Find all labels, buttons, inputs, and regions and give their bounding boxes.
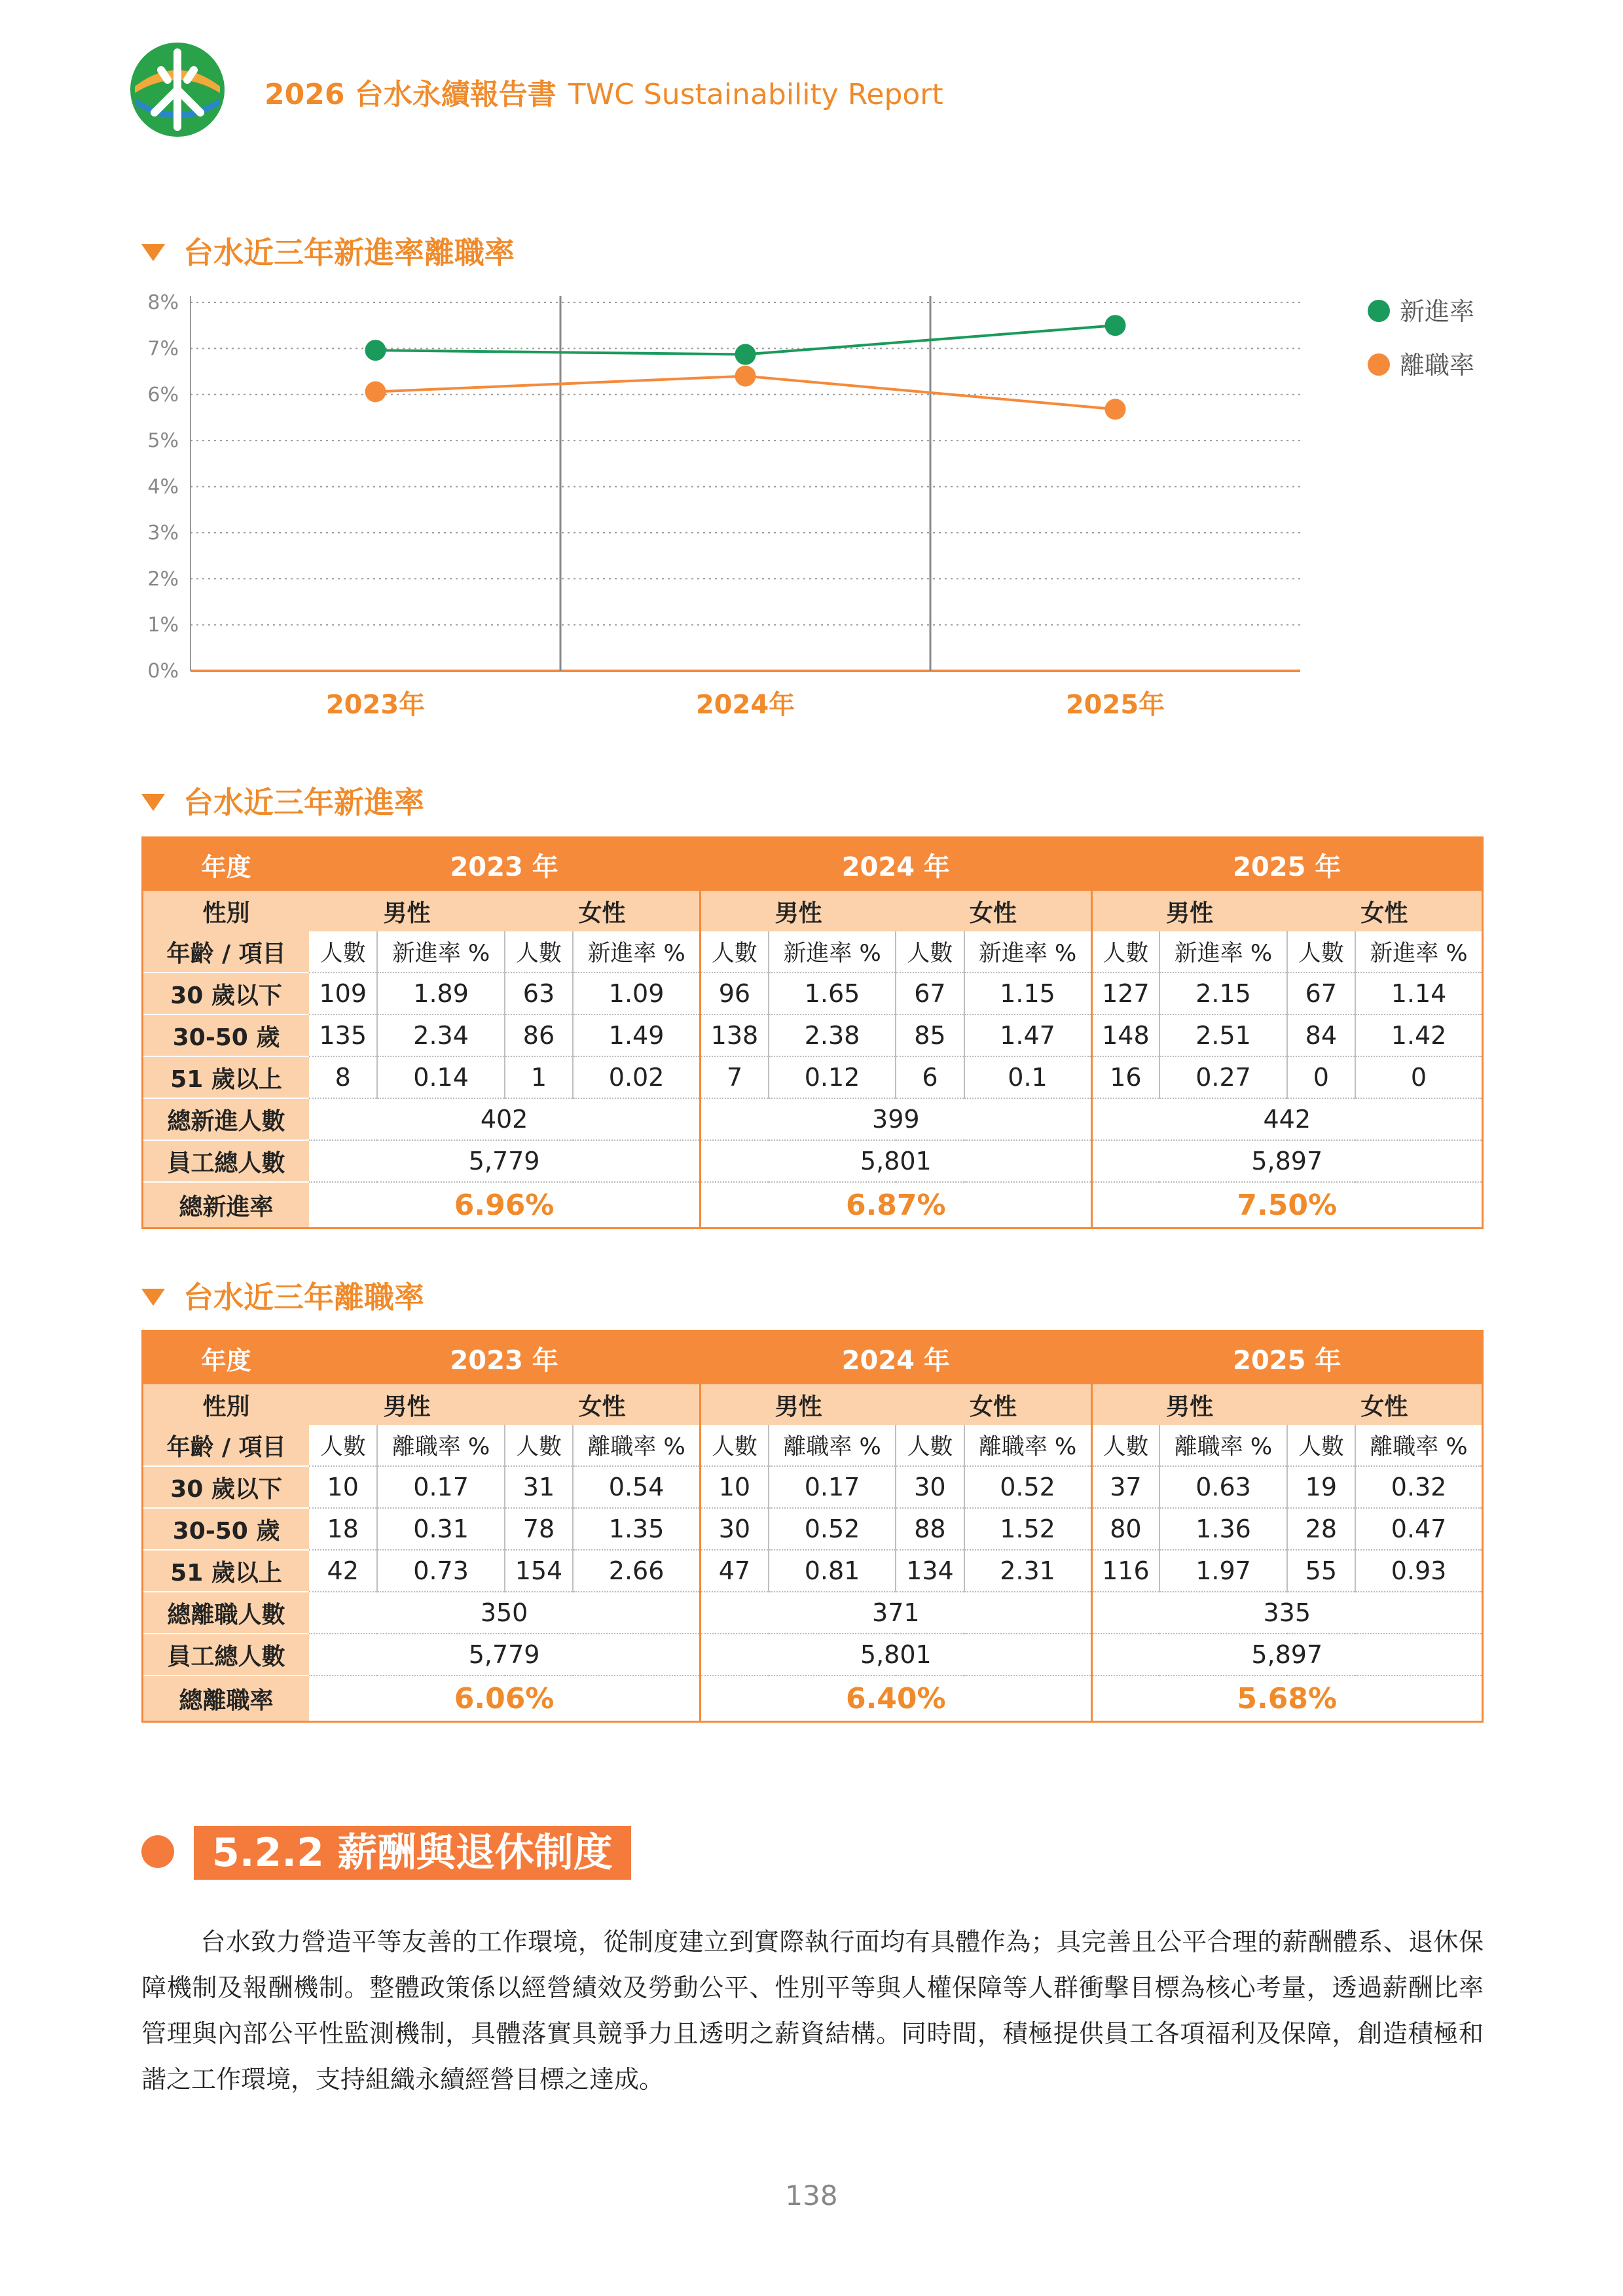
sub-header: 人數 [701,1425,769,1466]
sub-header: 離職率 % [573,1425,700,1466]
data-cell: 1.52 [964,1508,1091,1550]
gender-header-row [143,1384,1483,1425]
row-label: 總離職人數 [143,1592,310,1634]
staff-row [143,1140,1483,1182]
data-cell: 31 [505,1466,573,1508]
data-cell: 2.51 [1159,1014,1286,1056]
table-row [143,973,1483,1014]
sub-header: 離職率 % [769,1425,896,1466]
data-point [365,382,386,403]
total-row [143,1592,1483,1634]
rate-cell: 6.40% [701,1676,1091,1722]
row-label: 員工總人數 [143,1634,310,1676]
sub-header: 人數 [309,931,377,973]
staff-cell: 5,801 [701,1140,1091,1182]
gender-header: 男性 [701,1384,896,1425]
table-row [143,1466,1483,1508]
data-cell: 2.38 [769,1014,896,1056]
data-cell: 63 [505,973,573,1014]
sub-header: 人數 [1287,1425,1355,1466]
table-row [143,1550,1483,1592]
data-cell: 8 [309,1056,377,1098]
gender-header: 女性 [1287,891,1483,931]
header-english: TWC Sustainability Report [568,78,943,111]
row-label: 總新進率 [143,1182,310,1229]
header-brand: 2026 台水永續報告書 [264,78,556,111]
sub-header-row [143,1425,1483,1466]
staff-cell: 5,779 [309,1634,700,1676]
data-cell: 0.02 [573,1056,700,1098]
data-point [735,344,756,365]
data-cell: 0.17 [377,1466,504,1508]
row-label: 總離職率 [143,1676,310,1722]
rate-cell: 6.96% [309,1182,700,1229]
total-cell: 399 [701,1098,1091,1140]
sub-header: 離職率 % [1159,1425,1286,1466]
data-cell: 55 [1287,1550,1355,1592]
y-tick-label: 3% [147,521,179,545]
data-cell: 0.17 [769,1466,896,1508]
year-header: 2024 年 [701,1331,1091,1385]
y-tick-label: 5% [147,429,179,453]
rate-cell: 7.50% [1091,1182,1482,1229]
table-row [143,1014,1483,1056]
year-header: 2025 年 [1091,838,1482,891]
data-cell: 16 [1091,1056,1159,1098]
rate-line-chart [128,275,1503,720]
data-cell: 1.09 [573,973,700,1014]
sub-header: 新進率 % [769,931,896,973]
data-cell: 67 [896,973,964,1014]
data-cell: 0.32 [1355,1466,1483,1508]
report-header [264,71,943,113]
data-cell: 0.81 [769,1550,896,1592]
row-label: 30-50 歲 [143,1014,310,1056]
chart-section-title: 台水近三年新進率離職率 [141,229,515,272]
staff-cell: 5,801 [701,1634,1091,1676]
data-cell: 0.73 [377,1550,504,1592]
data-cell: 0.12 [769,1056,896,1098]
data-cell: 0.52 [964,1466,1091,1508]
data-cell: 1.89 [377,973,504,1014]
row-label: 員工總人數 [143,1140,310,1182]
sub-header: 新進率 % [1159,931,1286,973]
data-cell: 2.31 [964,1550,1091,1592]
year-header: 2023 年 [309,838,700,891]
data-cell: 154 [505,1550,573,1592]
x-tick-label: 2023年 [325,690,426,720]
rate-row [143,1182,1483,1229]
data-cell: 134 [896,1550,964,1592]
y-tick-label: 0% [147,660,179,683]
staff-row [143,1634,1483,1676]
data-cell: 1.36 [1159,1508,1286,1550]
gender-label: 性別 [143,1384,310,1425]
legend-marker [1368,353,1390,376]
rate-row [143,1676,1483,1722]
legend-label: 離職率 [1400,351,1475,380]
data-cell: 18 [309,1508,377,1550]
data-cell: 85 [896,1014,964,1056]
data-cell: 0 [1355,1056,1483,1098]
row-label: 30-50 歲 [143,1508,310,1550]
legend-label: 新進率 [1400,297,1475,326]
salary-paragraph: 台水致力營造平等友善的工作環境，從制度建立到實際執行面均有具體作為；具完善且公平合理的薪酬體系、退休保障機制及報酬機制。整體政策係以經營績效及勞動公平、性別平等與人權保障等人群衝擊目標為核心考量，透過薪酬比率管理與內部公平性監測機制，具體落實具競爭力且透明之薪資結構。同時間，積極提供員工各項福利及保障，創造積極和諧之工作環境，支持組織永續經營目標之達成。 [141,1928,1484,2094]
data-cell: 30 [701,1508,769,1550]
total-cell: 442 [1091,1098,1482,1140]
sub-header: 新進率 % [377,931,504,973]
hire-table-title: 台水近三年新進率 [141,779,424,822]
gender-header: 女性 [1287,1384,1483,1425]
triangle-icon [141,244,165,261]
data-cell: 47 [701,1550,769,1592]
sub-header: 新進率 % [964,931,1091,973]
section-heading: 5.2.2 薪酬與退休制度 [194,1826,631,1880]
gender-header: 男性 [1091,891,1287,931]
x-tick-label: 2024年 [695,690,795,720]
gender-header: 男性 [1091,1384,1287,1425]
total-cell: 371 [701,1592,1091,1634]
y-tick-label: 2% [147,567,179,591]
data-cell: 0.54 [573,1466,700,1508]
data-cell: 86 [505,1014,573,1056]
row-label: 總新進人數 [143,1098,310,1140]
year-header-row [143,1331,1483,1385]
x-tick-label: 2025年 [1065,690,1165,720]
data-cell: 1.65 [769,973,896,1014]
data-cell: 10 [701,1466,769,1508]
data-cell: 10 [309,1466,377,1508]
gender-header: 女性 [896,891,1091,931]
data-cell: 84 [1287,1014,1355,1056]
data-cell: 1.47 [964,1014,1091,1056]
leave-rate-table [141,1330,1484,1723]
sub-header: 人數 [701,931,769,973]
year-header: 2023 年 [309,1331,700,1385]
gender-header: 男性 [309,1384,505,1425]
data-cell: 2.66 [573,1550,700,1592]
gender-header: 女性 [896,1384,1091,1425]
data-cell: 0.14 [377,1056,504,1098]
gender-header: 女性 [505,891,701,931]
sub-header: 離職率 % [964,1425,1091,1466]
data-cell: 88 [896,1508,964,1550]
table-row [143,1056,1483,1098]
data-cell: 28 [1287,1508,1355,1550]
sub-header: 離職率 % [1355,1425,1483,1466]
item-label: 年齡 / 項目 [143,931,310,973]
sub-header: 人數 [896,931,964,973]
gender-header: 男性 [309,891,505,931]
legend-marker [1368,300,1390,322]
section-bullet [141,1835,174,1868]
data-cell: 37 [1091,1466,1159,1508]
triangle-icon [141,794,165,811]
sub-header: 人數 [896,1425,964,1466]
sub-header-row [143,931,1483,973]
data-cell: 116 [1091,1550,1159,1592]
row-label: 30 歲以下 [143,973,310,1014]
total-cell: 402 [309,1098,700,1140]
data-cell: 135 [309,1014,377,1056]
data-cell: 6 [896,1056,964,1098]
row-label: 30 歲以下 [143,1466,310,1508]
data-cell: 138 [701,1014,769,1056]
data-cell: 2.15 [1159,973,1286,1014]
data-cell: 1.15 [964,973,1091,1014]
data-cell: 0.1 [964,1056,1091,1098]
twc-logo [128,41,227,139]
sub-header: 人數 [1091,931,1159,973]
data-cell: 30 [896,1466,964,1508]
year-label: 年度 [143,838,310,891]
total-cell: 335 [1091,1592,1482,1634]
data-cell: 0.52 [769,1508,896,1550]
hire-rate-table [141,836,1484,1229]
y-tick-label: 1% [147,613,179,637]
data-cell: 148 [1091,1014,1159,1056]
data-point [1105,399,1126,420]
triangle-icon [141,1289,165,1306]
page-number: 138 [785,2179,838,2212]
sub-header: 人數 [505,1425,573,1466]
data-cell: 0.93 [1355,1550,1483,1592]
sub-header: 人數 [505,931,573,973]
staff-cell: 5,897 [1091,1140,1482,1182]
staff-cell: 5,779 [309,1140,700,1182]
data-cell: 1.35 [573,1508,700,1550]
data-cell: 19 [1287,1466,1355,1508]
data-cell: 109 [309,973,377,1014]
rate-cell: 6.06% [309,1676,700,1722]
sub-header: 新進率 % [1355,931,1483,973]
data-point [365,340,386,361]
year-header: 2025 年 [1091,1331,1482,1385]
data-cell: 67 [1287,973,1355,1014]
data-cell: 0.47 [1355,1508,1483,1550]
year-label: 年度 [143,1331,310,1385]
row-label: 51 歲以上 [143,1056,310,1098]
data-cell: 0 [1287,1056,1355,1098]
sub-header: 新進率 % [573,931,700,973]
gender-header-row [143,891,1483,931]
data-cell: 0.63 [1159,1466,1286,1508]
data-point [735,366,756,387]
sub-header: 人數 [309,1425,377,1466]
gender-label: 性別 [143,891,310,931]
data-cell: 127 [1091,973,1159,1014]
row-label: 51 歲以上 [143,1550,310,1592]
data-cell: 96 [701,973,769,1014]
data-cell: 0.31 [377,1508,504,1550]
leave-table-title: 台水近三年離職率 [141,1274,424,1317]
data-cell: 0.27 [1159,1056,1286,1098]
sub-header: 人數 [1287,931,1355,973]
gender-header: 男性 [701,891,896,931]
data-point [1105,315,1126,336]
data-cell: 78 [505,1508,573,1550]
table-row [143,1508,1483,1550]
data-cell: 2.34 [377,1014,504,1056]
data-cell: 1.42 [1355,1014,1483,1056]
staff-cell: 5,897 [1091,1634,1482,1676]
y-tick-label: 4% [147,475,179,499]
total-cell: 350 [309,1592,700,1634]
y-tick-label: 7% [147,337,179,361]
data-cell: 1 [505,1056,573,1098]
sub-header: 離職率 % [377,1425,504,1466]
y-tick-label: 8% [147,291,179,314]
data-cell: 1.14 [1355,973,1483,1014]
item-label: 年齡 / 項目 [143,1425,310,1466]
year-header-row [143,838,1483,891]
sub-header: 人數 [1091,1425,1159,1466]
data-cell: 1.97 [1159,1550,1286,1592]
year-header: 2024 年 [701,838,1091,891]
y-tick-label: 6% [147,383,179,406]
data-cell: 42 [309,1550,377,1592]
total-row [143,1098,1483,1140]
rate-cell: 6.87% [701,1182,1091,1229]
data-cell: 80 [1091,1508,1159,1550]
data-cell: 7 [701,1056,769,1098]
rate-cell: 5.68% [1091,1676,1482,1722]
gender-header: 女性 [505,1384,701,1425]
data-cell: 1.49 [573,1014,700,1056]
